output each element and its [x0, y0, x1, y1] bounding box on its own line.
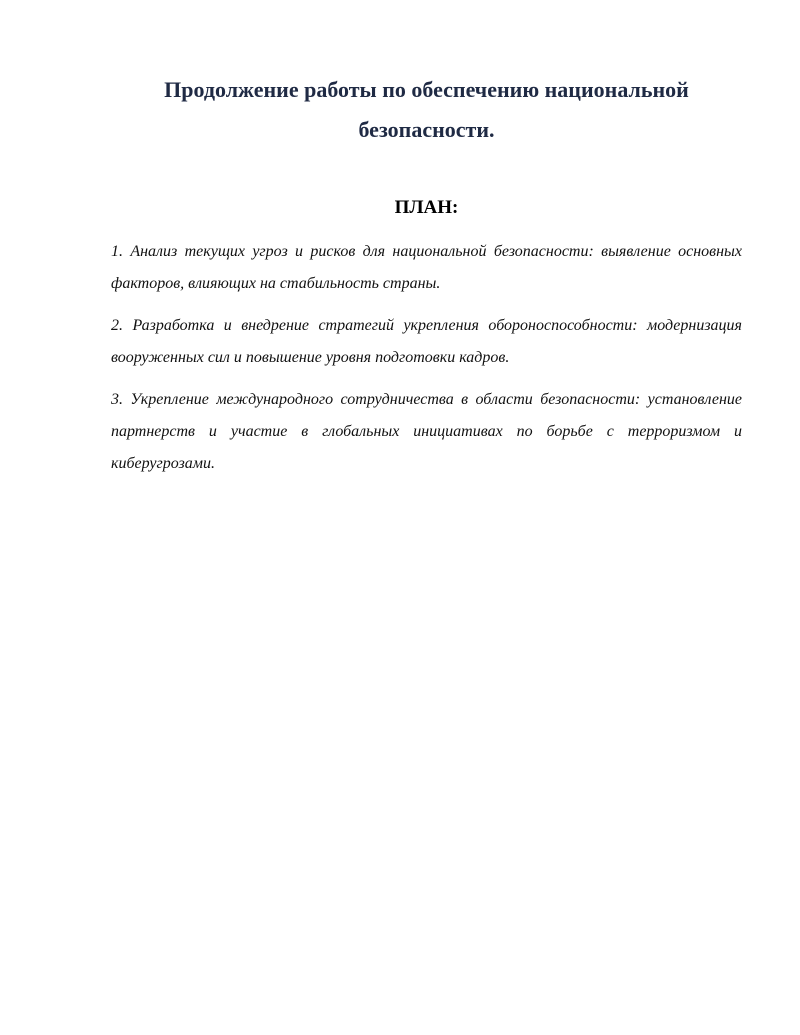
plan-list	[111, 236, 742, 480]
plan-item-3: 3. Укрепление международного сотрудничества в области безопасности: установление партнерств и участие в глобальных инициативах по борьбе с терроризмом и киберугрозами.	[111, 391, 742, 472]
plan-heading: ПЛАН:	[394, 197, 459, 218]
document-title: Продолжение работы по обеспечению национальной безопасности.	[164, 77, 689, 142]
plan-item-2: 2. Разработка и внедрение стратегий укрепления обороноспособности: модернизация вооруженных сил и повышение уровня подготовки кадров.	[111, 317, 742, 366]
plan-item-1: 1. Анализ текущих угроз и рисков для национальной безопасности: выявление основных факторов, влияющих на стабильность страны.	[111, 243, 742, 292]
